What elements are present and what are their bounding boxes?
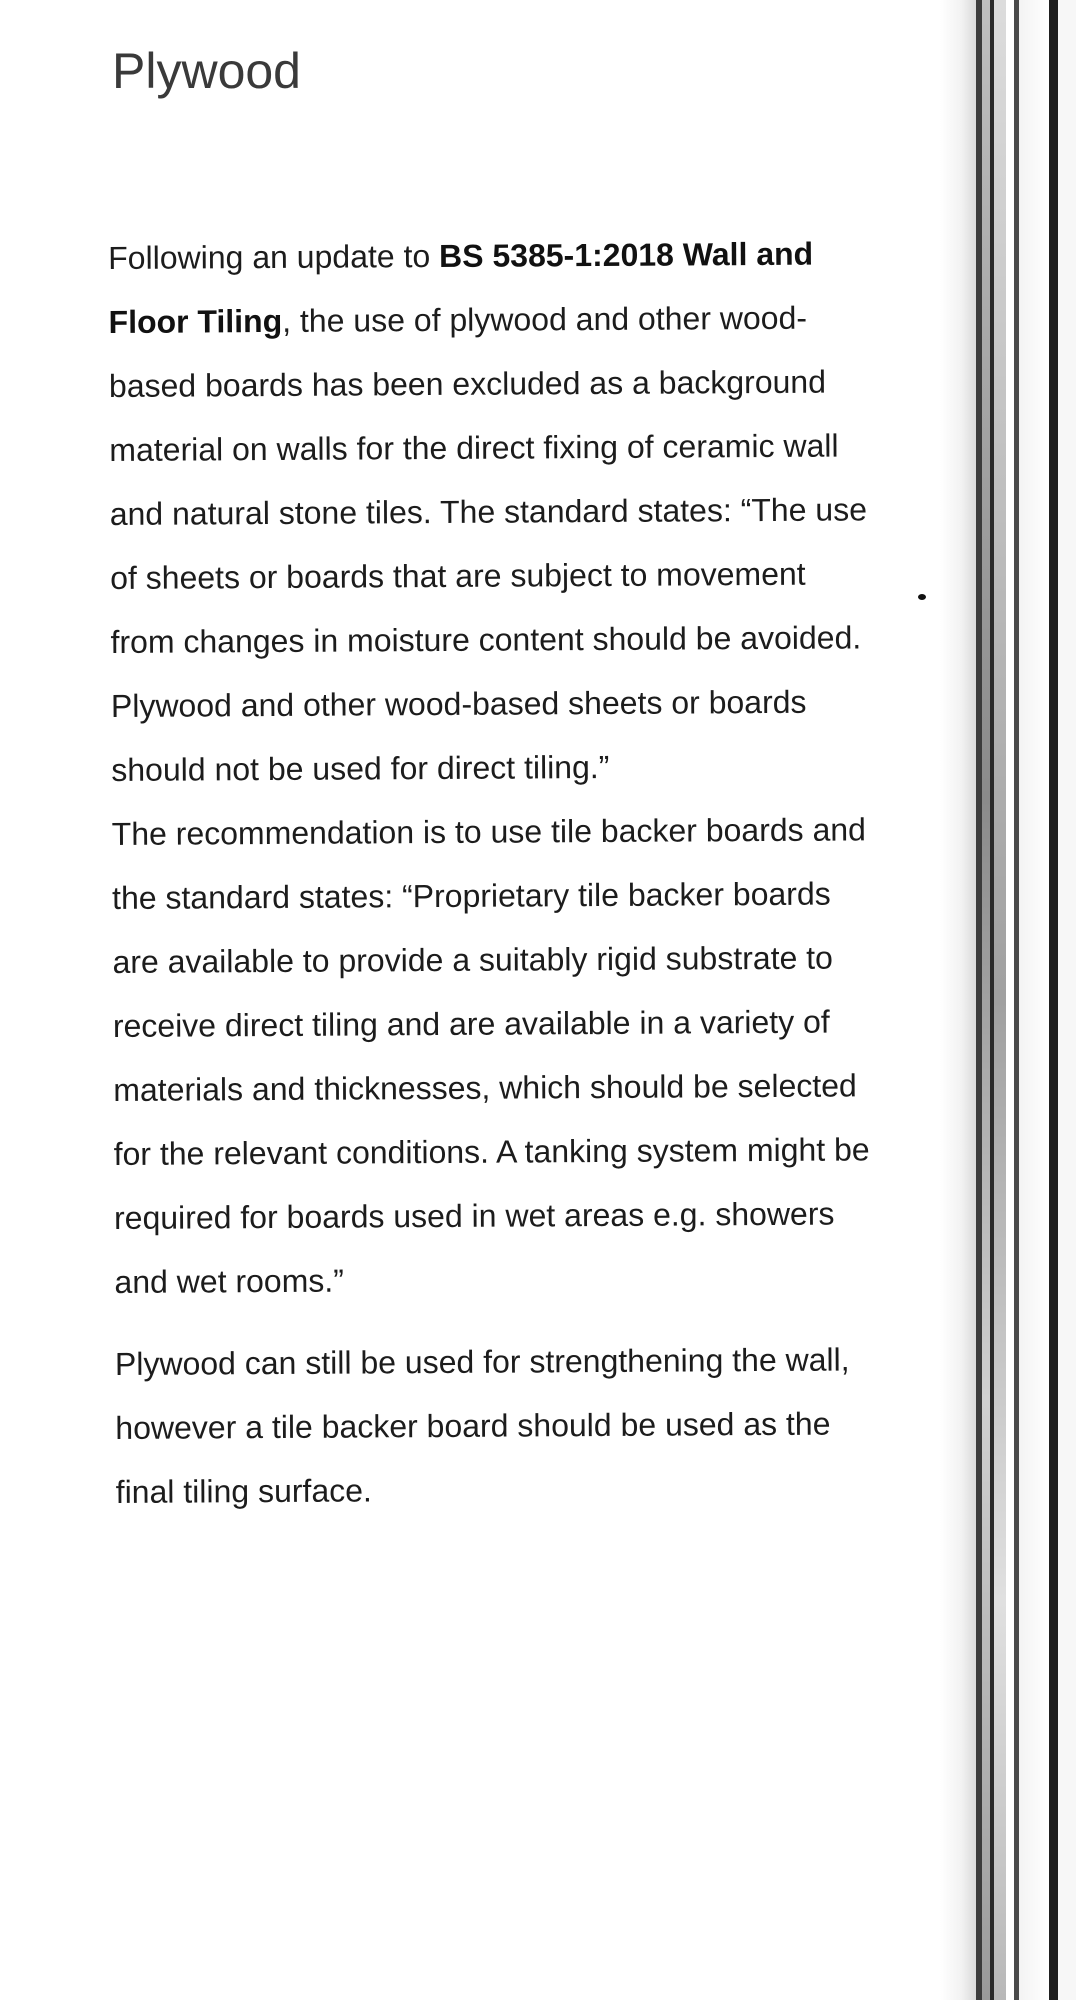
standard-reference: BS 5385-1:2018 Wall and Floor Tiling [108, 235, 814, 340]
binding-shadow [940, 0, 976, 2000]
binding-edge-gap [1019, 0, 1049, 2000]
paragraph-standard-update [108, 221, 872, 802]
body-text [108, 221, 876, 1524]
binding-edge-line [994, 0, 1006, 2000]
page-title: Plywood [112, 43, 301, 99]
paragraph-intro: Following an update to [108, 237, 440, 276]
binding-edge-line [1049, 0, 1058, 2000]
binding-edge-margin [1058, 0, 1076, 2000]
paragraph-plywood-use: Plywood can still be used for strengthening the wall, however a tile backer board should be used as the final tiling surface. [114, 1341, 850, 1510]
binding-edge-line [982, 0, 990, 2000]
paragraph-quote: , the use of plywood and other wood-based boards has been excluded as a background material on walls for the direct fixing of ceramic wall and natural stone tiles. The standard states: “The use of sheets or boards that are subject to movement from changes in moisture content should be avoided. Plywood and other wood-based sheets or boards should not be used for direct tiling.” [108, 299, 868, 788]
scan-speck [918, 594, 926, 600]
paragraph-recommendation: The recommendation is to use tile backer boards and the standard states: “Proprietary tile backer boards are available to provide a suitably rigid substrate to receive direct tiling and are available in a variety of materials and thicknesses, which should be selected for the relevant conditions. A tanking system might be required for boards used in wet areas e.g. showers and wet rooms.” [111, 811, 870, 1300]
